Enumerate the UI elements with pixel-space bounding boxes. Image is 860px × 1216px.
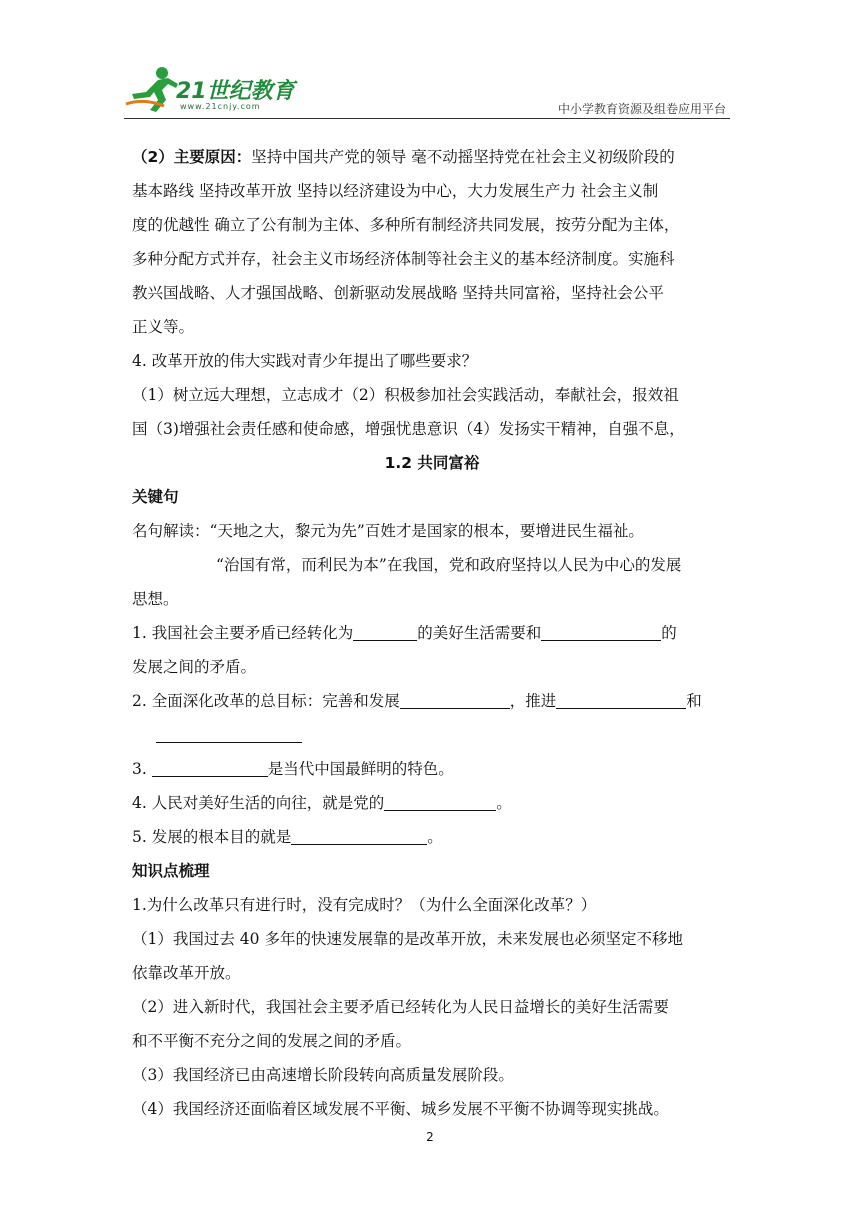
text-line: 和不平衡不充分之间的发展之间的矛盾。 [132, 1032, 412, 1050]
key-sentences-heading: 关键句 [132, 488, 179, 506]
text-line: 度的优越性 确立了公有制为主体、多种所有制经济共同发展，按劳分配为主体， [132, 216, 680, 234]
platform-name: 中小学教育资源及组卷应用平台 [557, 102, 726, 116]
text-span: 。 [496, 794, 512, 812]
text-span: 3. [132, 760, 152, 778]
blank [541, 620, 661, 641]
text-line: 基本路线 坚持改革开放 坚持以经济建设为中心，大力发展生产力 社会主义制 [132, 182, 659, 200]
quote-line: 名句解读：“天地之大，黎元为先”百姓才是国家的根本，要增进民生福祉。 [132, 522, 644, 540]
fill-in-question-5 [132, 820, 732, 854]
page-number: 2 [426, 1130, 434, 1144]
text-line: 多种分配方式并存，社会主义市场经济体制等社会主义的基本经济制度。实施科 [132, 250, 675, 268]
fill-in-question-4 [132, 786, 732, 820]
text-span: ，推进 [509, 692, 557, 710]
fill-in-question-1 [132, 616, 732, 650]
text-line: （2）进入新时代，我国社会主要矛盾已经转化为人民日益增长的美好生活需要 [132, 998, 669, 1016]
text-line: （1）树立远大理想，立志成才（2）积极参加社会实践活动，奉献社会，报效祖 [132, 386, 679, 404]
text-line: （1）我国过去 40 多年的快速发展靠的是改革开放，未来发展也必须坚定不移地 [132, 930, 683, 948]
text-span: 1. 我国社会主要矛盾已经转化为 [132, 624, 354, 642]
logo [124, 64, 294, 116]
section-title: 1.2 共同富裕 [384, 454, 480, 472]
blank [353, 620, 417, 641]
text-line: 发展之间的矛盾。 [132, 658, 257, 676]
text-line [132, 140, 732, 174]
text-span: 坚持中国共产党的领导 毫不动摇坚持党在社会主义初级阶段的 [251, 148, 675, 166]
document-body [132, 140, 732, 1126]
text-line: （4）我国经济还面临着区域发展不平衡、城乡发展不平衡不协调等现实挑战。 [132, 1100, 669, 1118]
quote-line: “治国有常，而利民为本”在我国，党和政府坚持以人民为中心的发展 [216, 556, 682, 574]
header-divider [124, 118, 730, 119]
blank [291, 824, 427, 845]
fill-in-blank-line [132, 718, 732, 752]
text-line: 正义等。 [132, 318, 195, 336]
fill-in-question-2 [132, 684, 732, 718]
text-line: （3）我国经济已由高速增长阶段转向高质量发展阶段。 [132, 1066, 514, 1084]
page-header [124, 64, 730, 122]
text-span: 的 [661, 624, 677, 642]
question-line: 4. 改革开放的伟大实践对青少年提出了哪些要求？ [132, 352, 478, 370]
text-span: 。 [427, 828, 443, 846]
blank [556, 688, 686, 709]
text-line: 国（3)增强社会责任感和使命感，增强忧患意识（4）发扬实干精神，自强不息， [132, 420, 685, 438]
reason-label: （2）主要原因： [132, 148, 252, 166]
question-line: 1.为什么改革只有进行时，没有完成时？（为什么全面深化改革？） [132, 896, 597, 914]
text-span: 和 [686, 692, 702, 710]
text-span: 的美好生活需要和 [417, 624, 542, 642]
text-span: 5. 发展的根本目的就是 [132, 828, 292, 846]
logo-url: www.21cnjy.com [180, 102, 261, 111]
text-line: 教兴国战略、人才强国战略、创新驱动发展战略 坚持共同富裕，坚持社会公平 [132, 284, 664, 302]
quote-line: 思想。 [132, 590, 179, 608]
blank [152, 756, 268, 777]
text-span: 是当代中国最鲜明的特色。 [267, 760, 454, 778]
text-span: 4. 人民对美好生活的向往，就是党的 [132, 794, 385, 812]
blank [156, 722, 302, 743]
runner-logo-icon [124, 64, 184, 114]
text-span: 2. 全面深化改革的总目标：完善和发展 [132, 692, 400, 710]
knowledge-heading: 知识点梳理 [132, 862, 210, 880]
fill-in-question-3 [132, 752, 732, 786]
blank [384, 790, 496, 811]
text-line: 依靠改革开放。 [132, 964, 241, 982]
blank [400, 688, 510, 709]
logo-text: 21世纪教育 [176, 79, 295, 104]
